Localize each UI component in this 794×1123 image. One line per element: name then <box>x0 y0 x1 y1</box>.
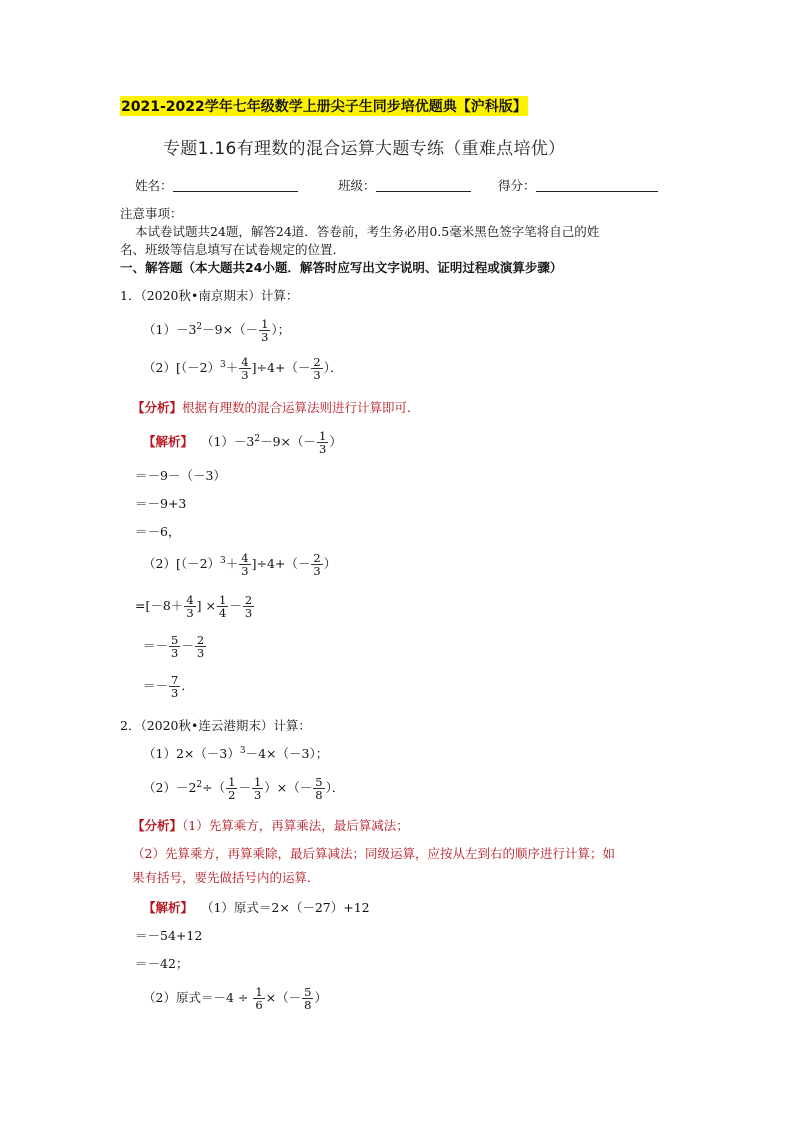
q1-step5-fraction-1 <box>169 634 180 659</box>
q2-sol2-post: ） <box>314 990 327 1005</box>
fraction-numerator: 1 <box>218 593 227 607</box>
fraction-numerator: 2 <box>313 551 321 565</box>
q1-sol1-exp: 2 <box>254 433 261 444</box>
q2-p2-minus: － <box>238 780 251 795</box>
q1-p1-mid: －9×（－ <box>202 322 259 337</box>
q1-sol1-fraction <box>317 430 328 455</box>
q2-stem: 2．（2020秋•连云港期末）计算： <box>120 718 311 733</box>
q2-p2-post: ）． <box>325 780 345 795</box>
q2-sol1-text: （1）原式＝2×（－27）+12 <box>200 900 370 915</box>
q2-analysis-line-2: （2）先算乘方，再算乘除，最后算减法；同级运算，应按从左到右的顺序进行计算；如 <box>132 846 615 861</box>
fraction-numerator: 7 <box>171 673 179 687</box>
q1-sol2-post: ） <box>323 556 337 571</box>
solution-tag: 【解析】 <box>143 434 194 449</box>
q1-analysis <box>132 398 420 416</box>
fraction-numerator: 2 <box>313 355 321 369</box>
q1-sol2-fraction-2 <box>311 552 322 577</box>
q2-p2-mid: ÷（ <box>202 780 226 795</box>
q1-part1 <box>143 318 290 343</box>
fraction-denominator: 3 <box>241 368 249 382</box>
q1-step-6 <box>143 674 194 699</box>
q1-step5-pre: ＝－ <box>143 638 169 653</box>
fraction-numerator: 2 <box>244 593 253 607</box>
fraction-numerator: 1 <box>319 429 327 443</box>
score-blank[interactable] <box>536 179 658 192</box>
q1-sol1-mid: －9×（－ <box>260 434 317 449</box>
q2-sol2-mid: ×（－ <box>265 990 302 1005</box>
fraction-denominator: 3 <box>171 686 179 700</box>
class-blank[interactable] <box>376 179 471 192</box>
fraction-numerator: 5 <box>315 775 323 789</box>
q1-sol2-pre: （2）[（－2） <box>143 556 221 571</box>
solution-tag: 【解析】 <box>143 900 194 915</box>
q2-sol2-pre: （2）原式＝－4 ÷ <box>143 990 249 1005</box>
q2-step-1: ＝－54+12 <box>135 928 203 943</box>
class-field <box>338 176 471 194</box>
q1-part2 <box>143 356 343 381</box>
q1-sol1-pre: （1）－3 <box>200 434 255 449</box>
q2-part1 <box>143 744 328 762</box>
q2-solution-1 <box>143 898 370 916</box>
fraction-denominator: 4 <box>218 606 227 620</box>
q2-p1-exp: 3 <box>239 745 246 756</box>
notice-line-2: 名、班级等信息填写在试卷规定的位置． <box>120 242 346 257</box>
fraction-numerator: 1 <box>261 317 269 331</box>
score-field <box>498 176 658 194</box>
section-heading: 一、解答题（本大题共24小题．解答时应写出文字说明、证明过程或演算步骤） <box>120 260 563 275</box>
name-field <box>135 176 298 194</box>
q2-solution-2 <box>143 986 327 1011</box>
q2-p1-post: －4×（－3）； <box>245 746 329 761</box>
q1-solution-2 <box>143 552 336 577</box>
fraction-denominator: 3 <box>196 646 205 660</box>
class-label: 班级： <box>338 178 376 193</box>
q1-p2-plus: ＋ <box>225 360 239 375</box>
notice-heading: 注意事项： <box>120 206 183 221</box>
q1-step-1: ＝－9－（－3） <box>135 468 226 483</box>
q1-p1-exp: 2 <box>196 321 203 332</box>
q2-p2-fraction-1 <box>226 776 237 801</box>
analysis-tag: 【分析】 <box>132 818 183 833</box>
fraction-denominator: 8 <box>315 788 323 802</box>
q1-step4-fraction-2 <box>217 594 228 619</box>
q1-p1-post: ）； <box>271 322 291 337</box>
name-blank[interactable] <box>173 179 298 192</box>
fraction-denominator: 3 <box>253 788 262 802</box>
analysis-text: （1）先算乘方，再算乘法，最后算减法； <box>182 818 409 833</box>
topic-title: 专题1.16有理数的混合运算大题专练（重难点培优） <box>163 139 566 159</box>
q2-analysis-line-3: 果有括号，要先做括号内的运算． <box>132 870 320 885</box>
fraction-denominator: 2 <box>228 788 236 802</box>
q1-step5-fraction-2 <box>195 634 206 659</box>
q2-p2-fraction-2 <box>252 776 263 801</box>
q1-stem: 1．（2020秋•南京期末）计算： <box>120 288 299 303</box>
q2-p1-pre: （1）2×（－3） <box>143 746 240 761</box>
q2-step-2: ＝－42； <box>135 956 189 971</box>
q1-step5-minus: － <box>181 638 194 653</box>
q2-part2 <box>143 776 344 801</box>
notice-line-1: 本试卷试题共24题，解答24道．答卷前，考生务必用0.5毫米黑色签字笔将自己的姓 <box>135 224 600 239</box>
fraction-numerator: 1 <box>253 775 262 789</box>
fraction-numerator: 5 <box>171 633 179 647</box>
q2-p2-pre: （2）－2 <box>143 780 197 795</box>
q1-p2-exp: 3 <box>220 359 226 370</box>
q1-step4-fraction-1 <box>184 594 195 619</box>
q1-step-5 <box>143 634 207 659</box>
q1-p1-fraction <box>259 318 270 343</box>
q1-step4-fraction-3 <box>243 594 254 619</box>
q1-step4-pre: =[－8＋ <box>135 598 184 613</box>
fraction-denominator: 3 <box>186 606 194 620</box>
q1-step-2: ＝－9+3 <box>135 496 187 511</box>
q2-p2-mid2: ）×（－ <box>264 780 313 795</box>
fraction-numerator: 2 <box>196 633 205 647</box>
q2-analysis <box>132 816 409 834</box>
q1-step6-pre: ＝－ <box>143 678 169 693</box>
q1-sol2-plus: ＋ <box>225 556 239 571</box>
fraction-denominator: 3 <box>261 330 269 344</box>
q1-step4-minus: － <box>229 598 242 613</box>
q1-sol2-mid: ]÷4+（－ <box>251 556 311 571</box>
q1-p2-fraction-2 <box>311 356 322 381</box>
analysis-tag: 【分析】 <box>132 400 183 415</box>
series-title: 2021-2022学年七年级数学上册尖子生同步培优题典【沪科版】 <box>120 96 528 116</box>
fraction-numerator: 4 <box>186 593 194 607</box>
fraction-numerator: 4 <box>241 551 249 565</box>
fraction-numerator: 5 <box>304 985 312 999</box>
q1-sol1-post: ） <box>329 434 342 449</box>
q1-step6-post: ． <box>181 678 194 693</box>
q1-solution-1 <box>143 430 342 455</box>
q2-sol2-fraction-1 <box>253 986 264 1011</box>
fraction-numerator: 4 <box>241 355 249 369</box>
fraction-denominator: 3 <box>313 564 321 578</box>
name-label: 姓名： <box>135 178 173 193</box>
fraction-denominator: 3 <box>244 606 253 620</box>
q1-p2-mid: ]÷4+（－ <box>251 360 311 375</box>
q1-sol2-fraction-1 <box>239 552 250 577</box>
analysis-text: 根据有理数的混合运算法则进行计算即可． <box>182 400 420 415</box>
q1-p2-pre: （2）[（－2） <box>143 360 221 375</box>
fraction-denominator: 3 <box>319 442 327 456</box>
fraction-denominator: 3 <box>313 368 321 382</box>
fraction-denominator: 6 <box>255 998 263 1012</box>
q1-step4-mid: ] × <box>196 598 216 613</box>
q1-step-3: ＝－6， <box>135 524 181 539</box>
fraction-denominator: 3 <box>241 564 249 578</box>
q1-p2-post: ）． <box>323 360 343 375</box>
score-label: 得分： <box>498 178 536 193</box>
fraction-denominator: 8 <box>304 998 312 1012</box>
q2-p2-fraction-3 <box>313 776 324 801</box>
fraction-denominator: 3 <box>171 646 179 660</box>
q2-p2-exp: 2 <box>196 779 203 790</box>
fraction-numerator: 1 <box>255 985 263 999</box>
fraction-numerator: 1 <box>228 775 236 789</box>
q1-p2-fraction-1 <box>239 356 250 381</box>
q2-sol2-fraction-2 <box>302 986 313 1011</box>
q1-step6-fraction <box>169 674 180 699</box>
q1-sol2-exp: 3 <box>220 555 226 566</box>
q1-step-4 <box>135 594 255 619</box>
q1-p1-pre: （1）－3 <box>143 322 197 337</box>
